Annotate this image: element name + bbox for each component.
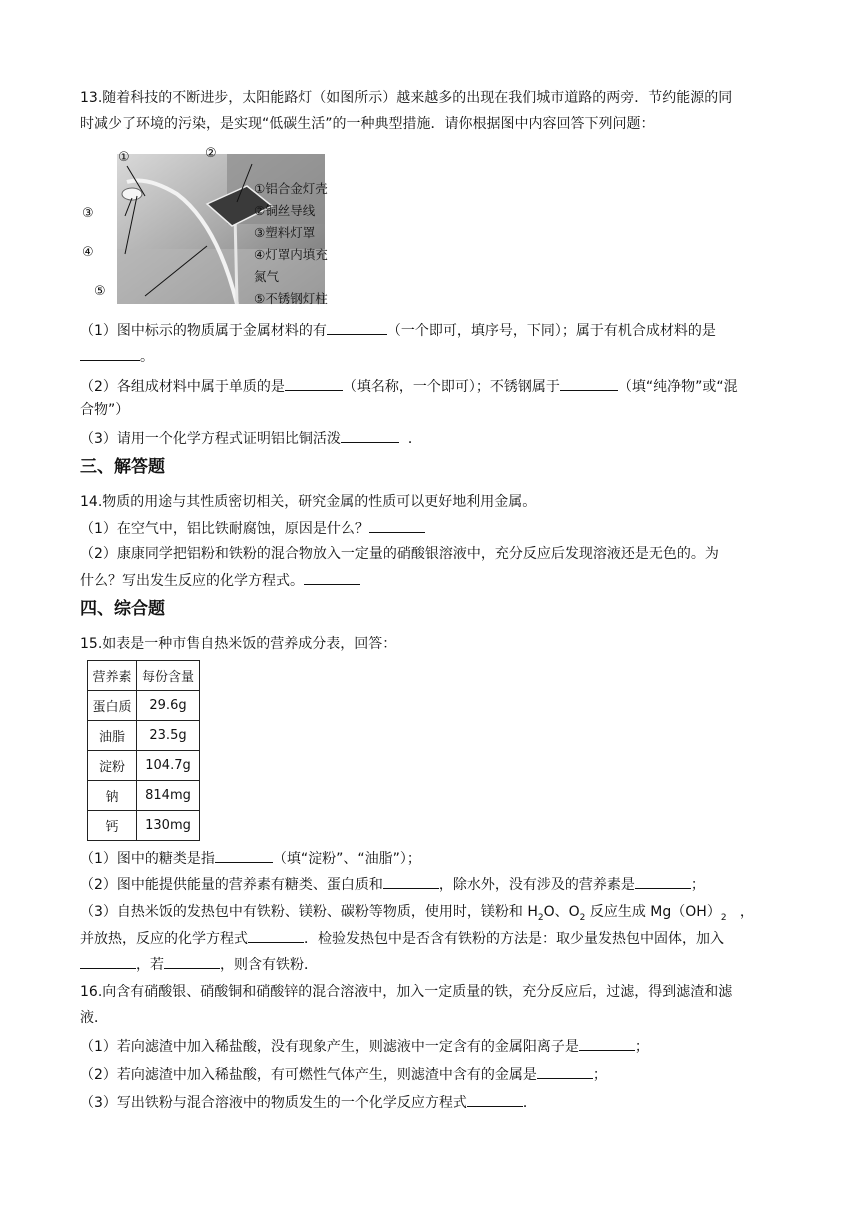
q13-p2-text-c: （填“纯净物”或“混 [617, 379, 738, 395]
q15-p3-line3-text-b: ，则含有铁粉． [220, 957, 318, 973]
q16-p3-text-a: （3）写出铁粉与混合溶液中的物质发生的一个化学反应方程式 [80, 1095, 467, 1111]
q15-part1 [80, 848, 421, 869]
table-cell: 淀粉 [88, 751, 137, 781]
q15-part2 [80, 874, 705, 895]
q15-stem: 15.如表是一种市售自热米饭的营养成分表，回答： [80, 636, 397, 652]
q15-p2-text-c: ； [690, 877, 705, 893]
table-cell: 29.6g [137, 691, 200, 721]
table-cell: 钙 [88, 811, 137, 841]
answer-blank[interactable] [467, 1092, 523, 1107]
q14-part2-line1: （2）康康同学把铝粉和铁粉的混合物放入一定量的硝酸银溶液中，充分反应后发现溶液还是无色的。为 [80, 546, 719, 562]
table-row [88, 691, 200, 721]
q15-p3-text-d: ， [739, 904, 754, 920]
q14-p1-text: （1）在空气中，铝比铁耐腐蚀，原因是什么？ [80, 521, 369, 537]
q16-stem-line2: 液． [80, 1010, 108, 1026]
table-row [88, 781, 200, 811]
section-heading-4: 四、综合题 [80, 599, 165, 619]
legend-item-4-cont: 氮气 [254, 269, 280, 284]
marker-4: ④ [82, 245, 94, 260]
answer-blank[interactable] [285, 376, 343, 391]
q15-p3-text-c: 反应生成 Mg（OH） [585, 904, 721, 920]
answer-blank[interactable] [80, 346, 140, 361]
answer-blank[interactable] [215, 848, 273, 863]
table-cell: 104.7g [137, 751, 200, 781]
answer-blank[interactable] [560, 376, 618, 391]
answer-blank[interactable] [327, 320, 387, 335]
section-heading-3: 三、解答题 [80, 457, 165, 477]
q16-part3 [80, 1092, 537, 1113]
answer-blank[interactable] [383, 874, 439, 889]
q13-part3 [80, 428, 422, 449]
q13-p3-text-b: ． [407, 431, 422, 447]
q16-p1-text-a: （1）若向滤渣中加入稀盐酸，没有现象产生，则滤液中一定含有的金属阳离子是 [80, 1039, 579, 1055]
subscript: 2 [720, 912, 727, 923]
table-header-cell: 每份含量 [137, 661, 200, 691]
q14-part2-line2 [80, 570, 360, 591]
answer-blank[interactable] [248, 928, 304, 943]
q15-p3-line2-text-a: 并放热，反应的化学方程式 [80, 931, 248, 947]
q14-p2-text: 什么？写出发生反应的化学方程式。 [80, 573, 304, 589]
table-header-row [88, 661, 200, 691]
table-cell: 蛋白质 [88, 691, 137, 721]
q16-part1 [80, 1036, 649, 1057]
q13-stem-line2: 时减少了环境的污染，是实现“低碳生活”的一种典型措施．请你根据图中内容回答下列问题： [80, 116, 655, 132]
marker-5: ⑤ [94, 284, 106, 299]
subscript: 2 [579, 912, 586, 923]
q15-p1-text-a: （1）图中的糖类是指 [80, 851, 215, 867]
answer-blank[interactable] [635, 874, 691, 889]
figure-legend [254, 178, 354, 310]
q15-p2-text-b: ，除水外，没有涉及的营养素是 [438, 877, 635, 893]
legend-item-4: ④灯罩内填充 [254, 247, 328, 262]
legend-item-5: ⑤不锈钢灯柱 [254, 291, 328, 306]
marker-3: ③ [82, 206, 94, 221]
q15-p3-text-b: O、O [543, 904, 580, 920]
q15-p3-text-a: （3）自热米饭的发热包中有铁粉、镁粉、碳粉等物质，使用时，镁粉和 H [80, 904, 538, 920]
answer-blank[interactable] [579, 1036, 635, 1051]
q13-p1-text-c: 。 [140, 349, 154, 365]
table-cell: 油脂 [88, 721, 137, 751]
q13-p2-text-b: （填名称，一个即可）；不锈钢属于 [342, 379, 560, 395]
legend-item-3: ③塑料灯罩 [254, 225, 316, 240]
q13-part2-line1 [80, 376, 738, 397]
table-row [88, 751, 200, 781]
q13-part1-line2 [80, 346, 154, 367]
q16-part2 [80, 1064, 607, 1085]
q13-part1-line1 [80, 320, 716, 341]
q15-part3-line2 [80, 928, 724, 949]
solar-streetlight-figure [80, 148, 350, 306]
table-cell: 130mg [137, 811, 200, 841]
q13-p1-text-a: （1）图中标示的物质属于金属材料的有 [80, 323, 327, 339]
q13-p3-text-a: （3）请用一个化学方程式证明铝比铜活泼 [80, 431, 341, 447]
q15-p1-text-b: （填“淀粉”、“油脂”）； [272, 851, 421, 867]
q13-stem-line1: 13.随着科技的不断进步，太阳能路灯（如图所示）越来越多的出现在我们城市道路的两旁．节约能源的同 [80, 90, 733, 106]
q15-part3-line3 [80, 954, 318, 975]
subscript: 2 [537, 912, 544, 923]
answer-blank[interactable] [164, 954, 220, 969]
q14-part1 [80, 518, 425, 539]
q16-p3-text-b: ． [522, 1095, 537, 1111]
answer-blank[interactable] [537, 1064, 593, 1079]
answer-blank[interactable] [341, 428, 399, 443]
answer-blank[interactable] [304, 570, 360, 585]
q15-p3-line2-text-b: ．检验发热包中是否含有铁粉的方法是：取少量发热包中固体，加入 [304, 931, 724, 947]
q16-p2-text-a: （2）若向滤渣中加入稀盐酸，有可燃性气体产生，则滤渣中含有的金属是 [80, 1067, 537, 1083]
nutrition-table [87, 660, 200, 841]
q16-p2-text-b: ； [592, 1067, 607, 1083]
q15-part3-line1 [80, 902, 754, 928]
q13-p2-text-a: （2）各组成材料中属于单质的是 [80, 379, 285, 395]
q16-stem-line1: 16.向含有硝酸银、硝酸铜和硝酸锌的混合溶液中，加入一定质量的铁，充分反应后，过滤，得到滤渣和滤 [80, 984, 733, 1000]
legend-item-2: ②铜丝导线 [254, 203, 316, 218]
legend-item-1: ①铝合金灯壳 [254, 181, 328, 196]
table-cell: 23.5g [137, 721, 200, 751]
q15-p2-text-a: （2）图中能提供能量的营养素有糖类、蛋白质和 [80, 877, 383, 893]
table-row [88, 721, 200, 751]
q15-p3-line3-text-a: ，若 [136, 957, 164, 973]
q13-p1-text-b: （一个即可，填序号，下同）；属于有机合成材料的是 [386, 323, 716, 339]
table-row [88, 811, 200, 841]
marker-1: ① [118, 150, 130, 165]
table-header-cell: 营养素 [88, 661, 137, 691]
q14-stem: 14.物质的用途与其性质密切相关，研究金属的性质可以更好地利用金属。 [80, 494, 537, 510]
table-cell: 814mg [137, 781, 200, 811]
answer-blank[interactable] [369, 518, 425, 533]
q16-p1-text-b: ； [634, 1039, 649, 1055]
q13-part2-line2: 合物”） [80, 402, 130, 418]
answer-blank[interactable] [80, 954, 136, 969]
table-cell: 钠 [88, 781, 137, 811]
marker-2: ② [205, 146, 217, 161]
